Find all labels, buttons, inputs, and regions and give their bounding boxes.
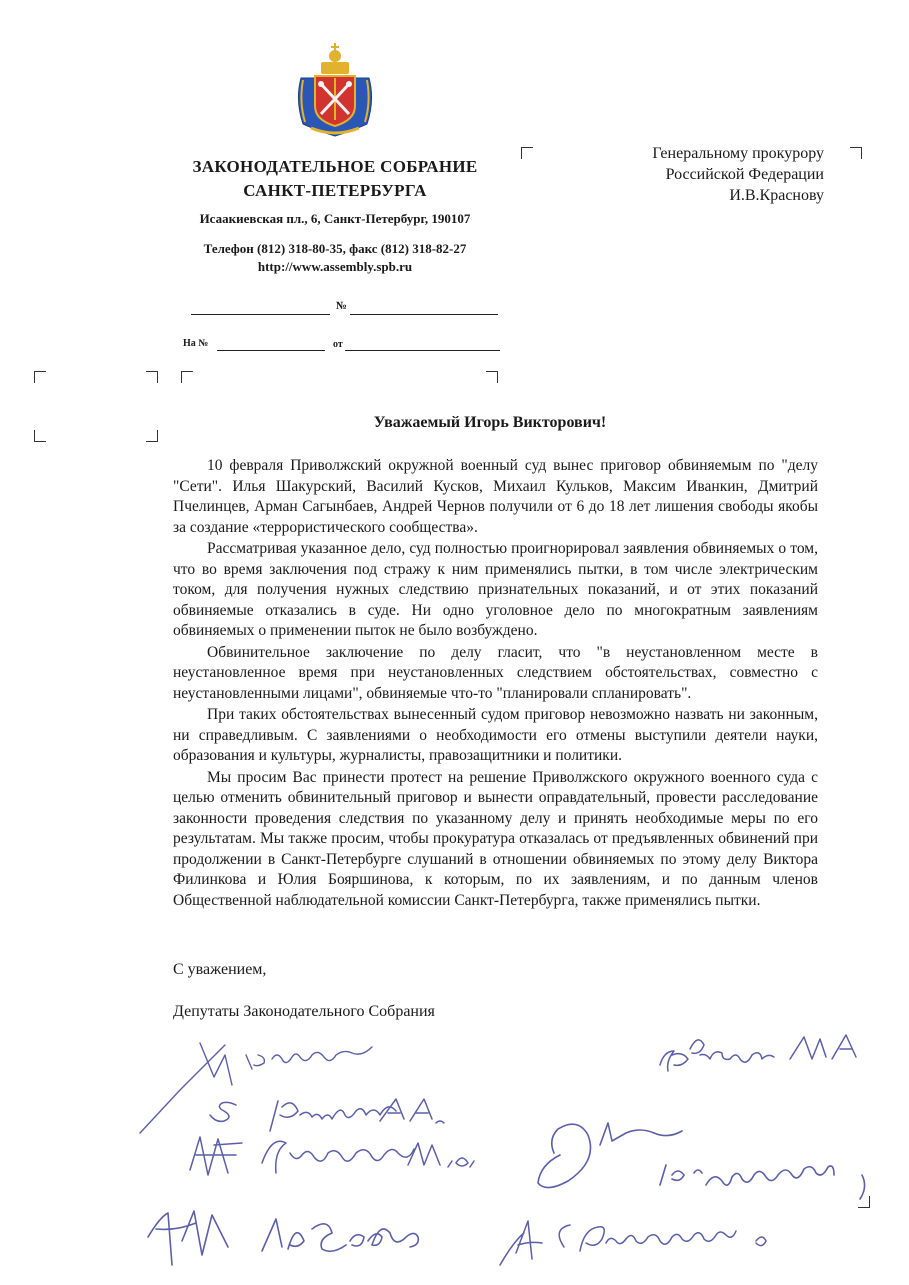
signature-reznik <box>660 1035 856 1071</box>
organization-name <box>150 155 520 203</box>
recipient-line1: Генеральному прокурору <box>652 145 824 162</box>
recipient-line2: Российской Федерации <box>665 166 824 183</box>
signature-egorov <box>148 1211 418 1265</box>
organization-website: http://www.assembly.spb.ru <box>257 259 413 274</box>
paragraph: Мы просим Вас принести протест на решение Приволжского окружного военного суда с целью отменить обвинительный приговор и вынести оправдательный, провести расследование законности проведения следствия по указанному делу и принять необходимые меры по его результатам. Мы также просим, чтобы прокуратура отказалась от предъявленных обвинений при продолжении в Санкт-Петербурге слушаний в отношении обвиняемых по этому делу Виктора Филинкова и Юлия Бояршинова, к которым, по их заявлениям, и по данным членов Общественной наблюдательной комиссии Санкт-Петербурга, также применялись пытки. <box>173 768 818 909</box>
signature-tikhonova <box>190 1137 474 1175</box>
coat-of-arms-icon <box>291 40 379 140</box>
corner-mark <box>181 371 193 383</box>
recipient-block <box>652 143 824 206</box>
corner-mark <box>850 147 862 159</box>
reference-number-label: На № <box>183 338 209 349</box>
registration-date-line <box>191 300 330 315</box>
recipient-line3: И.В.Краснову <box>729 187 824 204</box>
signature-kovalev <box>210 1099 444 1131</box>
salutation: Уважаемый Игорь Викторович! <box>373 414 607 431</box>
registration-number-label: № <box>336 300 348 312</box>
organization-name-line2: САНКТ-ПЕТЕРБУРГА <box>243 181 427 200</box>
paragraph: Рассматривая указанное дело, суд полностью проигнорировал заявления обвиняемых о том, что во время заключения под стражу к ним применялись пытки, в том числе электрическим током, для получения нужных следствию признательных показаний, и от этих показаний обвиняемые отказались в суде. Ни одно уголовное дело по многократным заявлениям обвиняемых о применении пыток не было возбуждено. <box>173 540 818 639</box>
reference-date-label: от <box>333 339 343 350</box>
corner-mark <box>34 371 46 383</box>
organization-address: Исаакиевская пл., 6, Санкт-Петербург, 190107 <box>199 211 471 226</box>
corner-mark <box>146 371 158 383</box>
corner-mark <box>146 430 158 442</box>
paragraph: При таких обстоятельствах вынесенный судом приговор невозможно назвать ни законным, ни справедливым. С заявлениями о необходимости его отмены выступили деятели науки, образования и культуры, журналисты, правозащитники и политики. <box>173 706 818 764</box>
organization-name-line1: ЗАКОНОДАТЕЛЬНОЕ СОБРАНИЕ <box>192 157 478 176</box>
paragraph: 10 февраля Приволжский окружной военный суд вынес приговор обвиняемым по "делу "Сети". Илья Шакурский, Василий Кусков, Михаил Кульков, Максим Иванкин, Дмитрий Пчелинцев, Арман Сагынбаев, Андрей Чернов получили от 6 до 18 лет лишения свободы якобы за создание «террористического сообщества». <box>173 457 818 536</box>
reference-date-line <box>345 336 500 351</box>
corner-mark <box>486 371 498 383</box>
signature-vishnevsky <box>140 1043 372 1133</box>
signature-trokhmanenko <box>500 1221 766 1265</box>
reference-number-line <box>217 336 325 351</box>
corner-mark <box>521 147 533 159</box>
signatures-area <box>0 1015 909 1280</box>
registration-number-line <box>350 300 498 315</box>
paragraph: Обвинительное заключение по делу гласит, что "в неустановленном месте в неустановленное время при неустановленных следствием обстоятельствах, совместно с неустановленными лицами", обвиняемые что-то "планировали спланировать". <box>173 643 818 702</box>
closing: С уважением, <box>173 961 267 978</box>
corner-mark <box>34 430 46 442</box>
letter-body <box>173 456 818 912</box>
organization-phone-fax: Телефон (812) 318-80-35, факс (812) 318-82-27 <box>203 241 467 256</box>
signatory-line: Депутаты Законодательного Собрания <box>173 1003 435 1020</box>
signature-dmitrieva <box>538 1123 865 1199</box>
